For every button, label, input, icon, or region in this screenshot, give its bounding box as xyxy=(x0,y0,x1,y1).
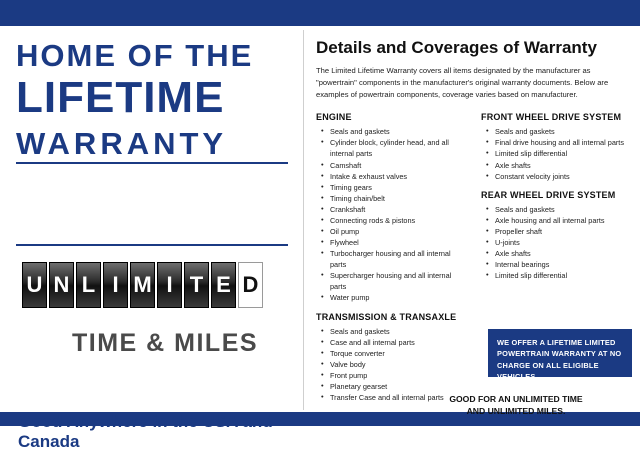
list-item: • Flywheel xyxy=(330,237,463,248)
odometer-graphic xyxy=(22,262,263,308)
list-item: • Seals and gaskets xyxy=(330,126,463,137)
list-item: • Limited slip differential xyxy=(495,148,628,159)
list-item: • Axle shafts xyxy=(495,160,628,171)
list-item: • Water pump xyxy=(330,292,463,303)
list-item: • Final drive housing and all internal parts xyxy=(495,137,628,148)
odometer-digit: L xyxy=(76,262,101,308)
list-item: • Planetary gearset xyxy=(330,381,463,392)
list-item: • Timing gears xyxy=(330,182,463,193)
divider-top xyxy=(16,162,288,164)
section-heading-fwd: FRONT WHEEL DRIVE SYSTEM xyxy=(481,112,622,123)
odometer-digit: E xyxy=(211,262,236,308)
footnote-line-1: GOOD FOR AN UNLIMITED TIME xyxy=(449,394,583,404)
rwd-item-list xyxy=(481,204,628,282)
list-item: • Connecting rods & pistons xyxy=(330,215,463,226)
odometer-digit: I xyxy=(157,262,182,308)
list-item: • Cylinder block, cylinder head, and all internal parts xyxy=(330,137,463,159)
divider-bottom xyxy=(16,244,288,246)
list-item: • Seals and gaskets xyxy=(495,204,628,215)
odometer-digit: I xyxy=(103,262,128,308)
transmission-item-list xyxy=(316,326,463,404)
list-item: • Internal bearings xyxy=(495,259,628,270)
section-heading-engine: ENGINE xyxy=(316,112,352,123)
list-item: • Constant velocity joints xyxy=(495,171,628,182)
coverage-column-left xyxy=(316,112,463,403)
fwd-item-list xyxy=(481,126,628,181)
list-item: • Valve body xyxy=(330,359,463,370)
list-item: • Timing chain/belt xyxy=(330,193,463,204)
odometer-digit: T xyxy=(184,262,209,308)
list-item: • Axle shafts xyxy=(495,248,628,259)
section-heading-rwd: REAR WHEEL DRIVE SYSTEM xyxy=(481,189,616,200)
list-item: • Limited slip differential xyxy=(495,270,628,281)
section-heading-transmission: TRANSMISSION & TRANSAXLE xyxy=(316,311,457,322)
offer-callout: WE OFFER A LIFETIME LIMITED POWERTRAIN WARRANTY AT NO CHARGE ON ALL ELIGIBLE VEHICLES. xyxy=(488,329,632,377)
list-item: • Camshaft xyxy=(330,160,463,171)
odometer-digit: N xyxy=(49,262,74,308)
list-item: • Transfer Case and all internal parts xyxy=(330,392,463,403)
list-item: • Seals and gaskets xyxy=(495,126,628,137)
headline-line-3: WARRANTY xyxy=(16,126,228,161)
list-item: • Seals and gaskets xyxy=(330,326,463,337)
list-item: • Turbocharger housing and all internal parts xyxy=(330,248,463,270)
odometer-digit: M xyxy=(130,262,155,308)
odometer-digit: D xyxy=(238,262,263,308)
list-item: • Axle housing and all internal parts xyxy=(495,215,628,226)
coverage-region-label: Good Anywhere in the USA and Canada xyxy=(18,412,273,451)
engine-item-list xyxy=(316,126,463,303)
list-item: • Torque converter xyxy=(330,348,463,359)
list-item: • Case and all internal parts xyxy=(330,337,463,348)
details-title: Details and Coverages of Warranty xyxy=(316,38,597,57)
time-and-miles-label: TIME & MILES xyxy=(72,329,259,357)
list-item: • Intake & exhaust valves xyxy=(330,171,463,182)
footnote-line-2: AND UNLIMITED MILES. xyxy=(466,405,566,416)
list-item: • Front pump xyxy=(330,370,463,381)
odometer-digit: U xyxy=(22,262,47,308)
footnote xyxy=(396,394,636,417)
list-item: • U-joints xyxy=(495,237,628,248)
top-accent-bar xyxy=(0,0,640,26)
list-item: • Crankshaft xyxy=(330,204,463,215)
details-intro: The Limited Lifetime Warranty covers all items designated by the manufacturer as "powertrain" components in the manufacturer's original warranty documents. Below are examples of powertrain components, coverage varies based on manufacturer. xyxy=(316,66,609,99)
headline-line-2: LIFETIME xyxy=(16,73,225,122)
list-item: • Propeller shaft xyxy=(495,226,628,237)
list-item: • Supercharger housing and all internal parts xyxy=(330,270,463,292)
headline-line-1: HOME OF THE xyxy=(16,38,254,73)
list-item: • Oil pump xyxy=(330,226,463,237)
left-panel xyxy=(0,26,303,451)
headline xyxy=(16,40,302,159)
